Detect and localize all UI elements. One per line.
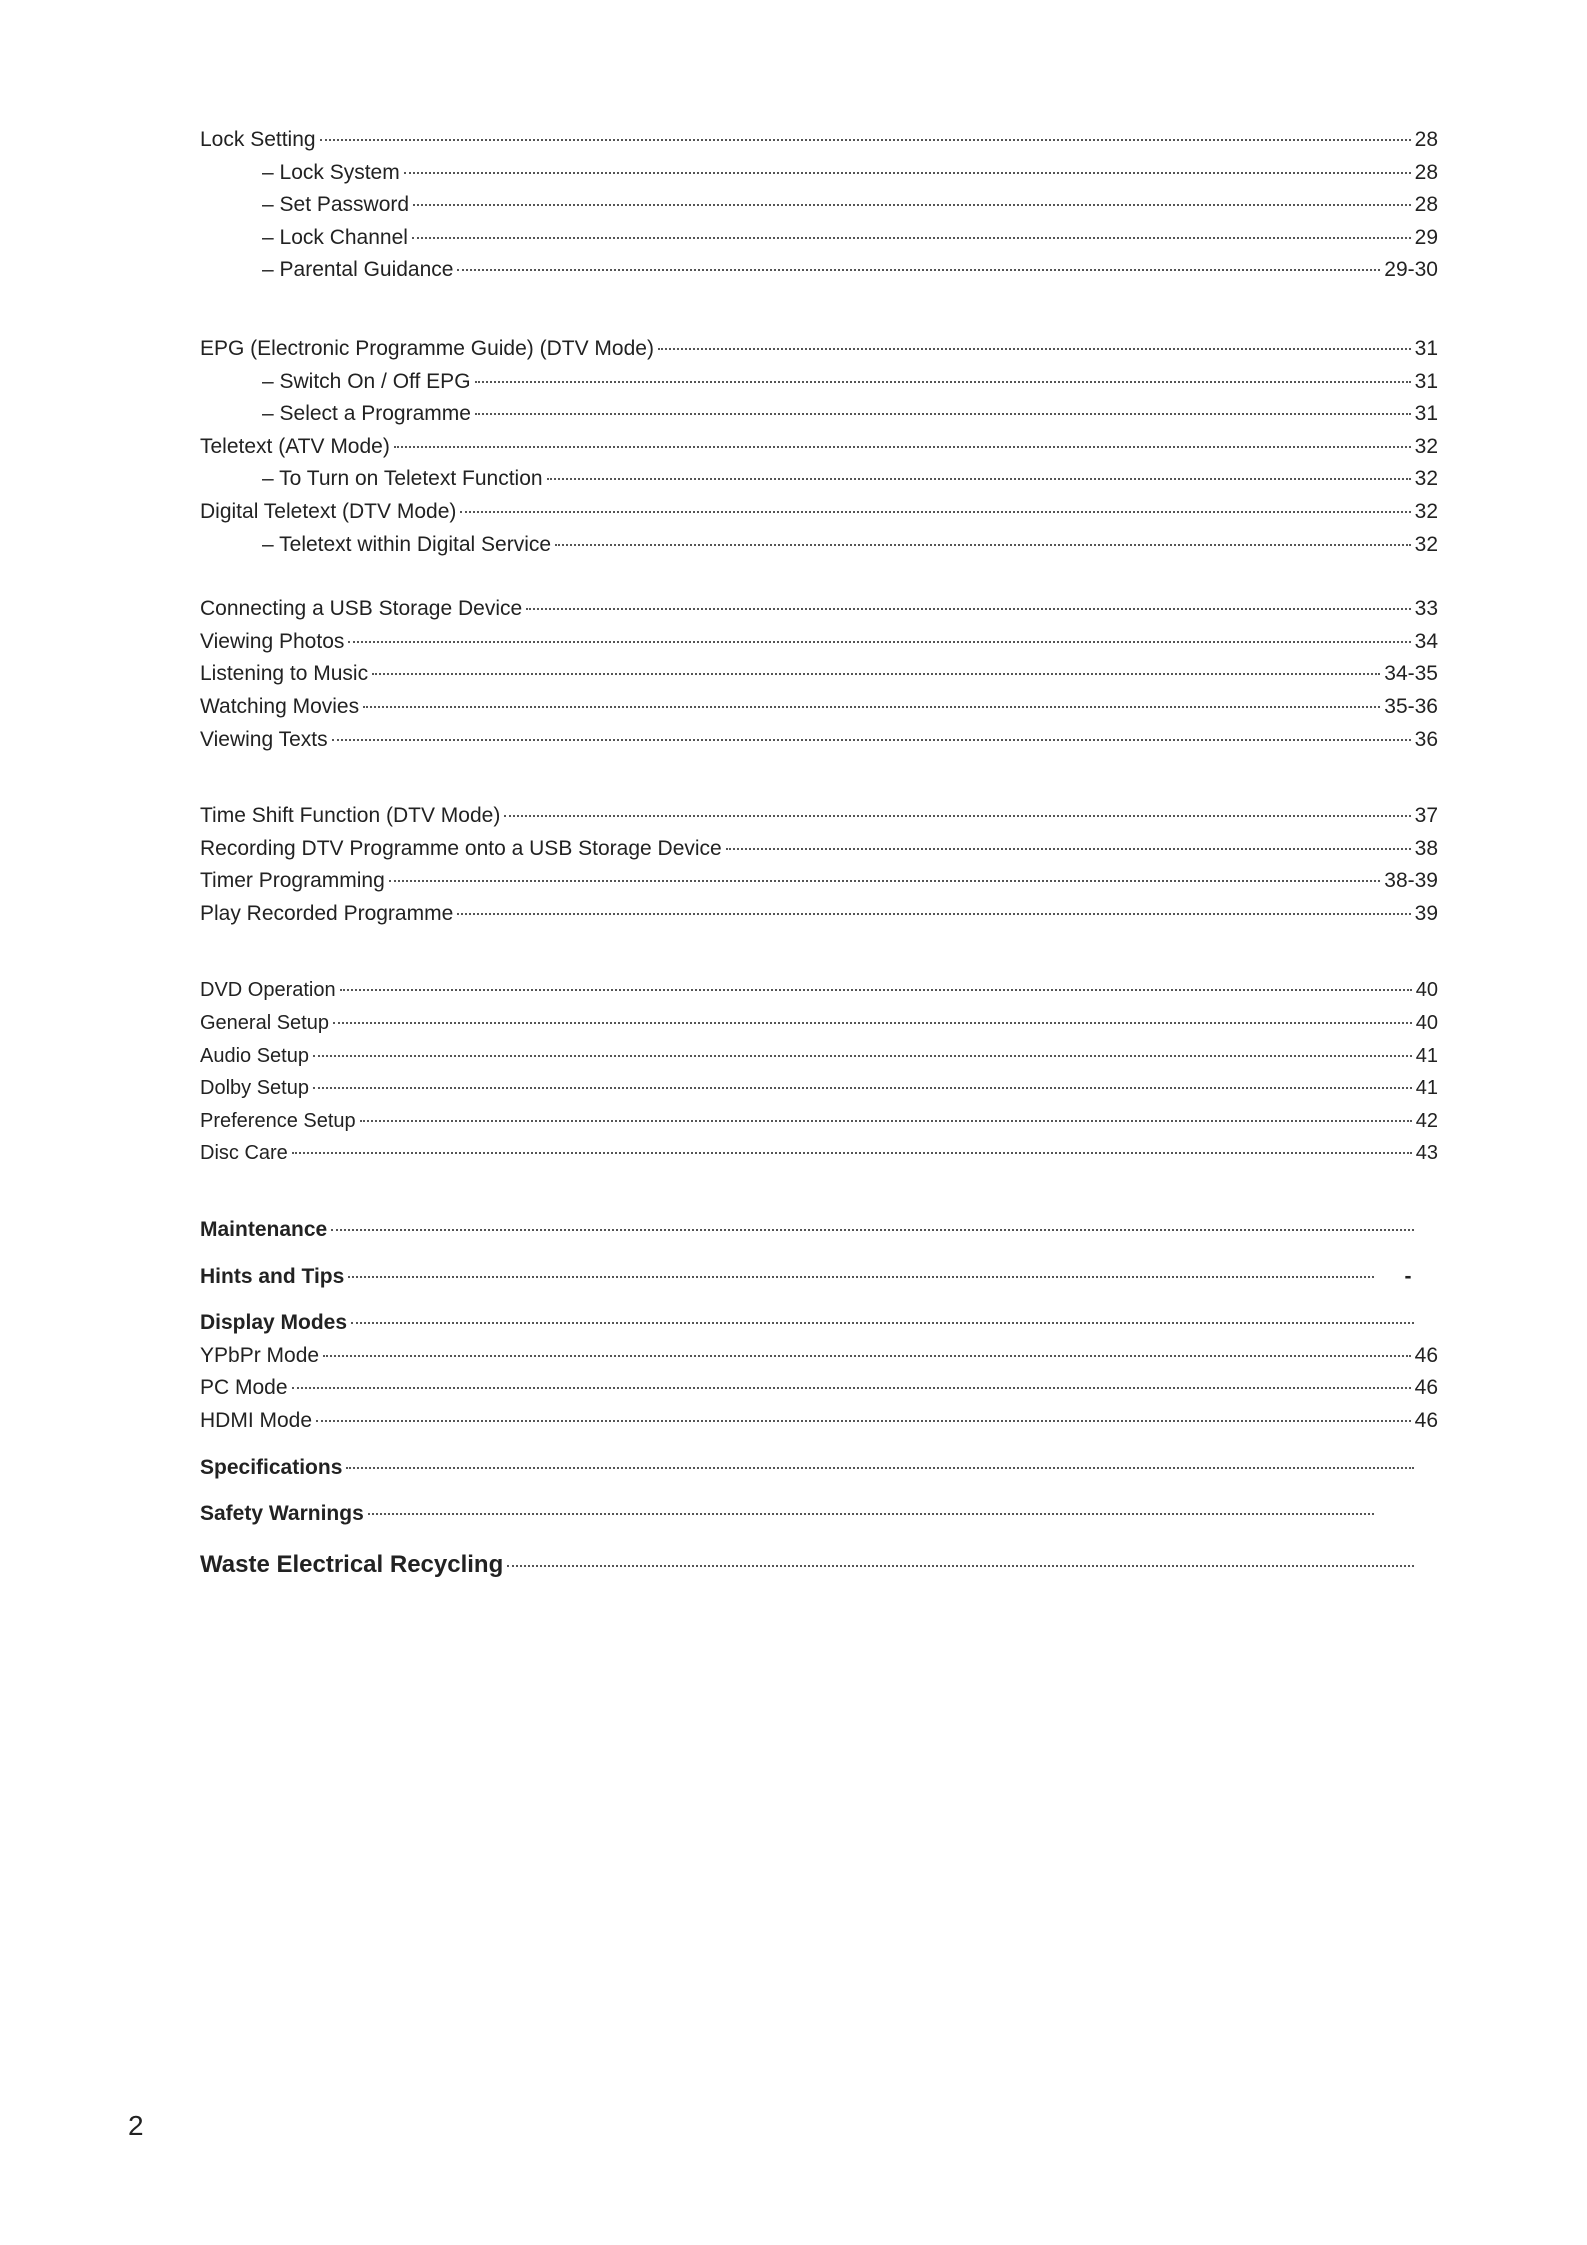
toc-leader xyxy=(404,172,1411,174)
toc-leader xyxy=(658,348,1411,350)
toc-leader xyxy=(526,608,1410,610)
toc-leader xyxy=(292,1387,1411,1389)
toc-row[interactable] xyxy=(200,724,1438,757)
toc-title: Play Recorded Programme xyxy=(200,901,454,925)
toc-row-hints[interactable] xyxy=(200,1261,1438,1294)
toc-page: 28 xyxy=(1414,193,1438,217)
toc-title: – Set Password xyxy=(262,193,410,217)
toc-page: 32 xyxy=(1414,434,1438,458)
toc-group-usb xyxy=(200,593,1438,756)
toc-page: 40 xyxy=(1415,979,1438,1002)
toc-row[interactable] xyxy=(200,463,1438,496)
toc-row[interactable] xyxy=(200,222,1438,255)
toc-page: 32 xyxy=(1414,532,1438,556)
spacer xyxy=(200,1438,1438,1452)
toc-row[interactable] xyxy=(200,658,1438,691)
toc-row[interactable] xyxy=(200,1040,1438,1073)
toc-leader xyxy=(331,1229,1414,1231)
toc-row[interactable] xyxy=(200,1105,1438,1138)
toc-row[interactable] xyxy=(200,1340,1438,1373)
toc-page: 33 xyxy=(1414,597,1438,621)
toc-title: Viewing Texts xyxy=(200,727,328,751)
toc-row[interactable] xyxy=(200,593,1438,626)
spacer xyxy=(200,561,1438,593)
toc-leader xyxy=(360,1120,1412,1122)
toc-page: 39 xyxy=(1414,901,1438,925)
toc-group-lock xyxy=(200,124,1438,287)
toc-title: – Lock Channel xyxy=(262,225,408,249)
toc-row[interactable] xyxy=(200,833,1438,866)
toc-page: 31 xyxy=(1414,369,1438,393)
toc-row[interactable] xyxy=(200,254,1438,287)
spacer xyxy=(200,1484,1438,1498)
toc-page: 28 xyxy=(1414,160,1438,184)
toc-title: HDMI Mode xyxy=(200,1409,313,1432)
toc-title: – Parental Guidance xyxy=(262,258,454,282)
toc-page: 34 xyxy=(1414,629,1438,653)
toc-row-safety[interactable] xyxy=(200,1498,1438,1531)
spacer xyxy=(200,756,1438,800)
toc-title: – Lock System xyxy=(262,160,400,184)
toc-page: 46 xyxy=(1414,1343,1438,1367)
toc-title: Teletext (ATV Mode) xyxy=(200,434,390,458)
toc-row[interactable] xyxy=(200,1007,1438,1040)
toc-page: 29 xyxy=(1414,225,1438,249)
toc-page: 36 xyxy=(1414,727,1438,751)
toc-row[interactable] xyxy=(200,974,1438,1007)
toc-page: 37 xyxy=(1414,804,1438,828)
toc-leader xyxy=(389,880,1381,882)
toc-title: Preference Setup xyxy=(200,1109,356,1132)
toc-page: 35-36 xyxy=(1384,694,1438,718)
toc-row[interactable] xyxy=(200,800,1438,833)
toc-page: - xyxy=(1404,1264,1412,1288)
toc-leader xyxy=(457,269,1380,271)
toc-leader xyxy=(316,1420,1411,1422)
toc-row[interactable] xyxy=(200,529,1438,562)
toc-leader xyxy=(348,1276,1374,1278)
toc-page: 43 xyxy=(1415,1142,1438,1165)
toc-row[interactable] xyxy=(200,431,1438,464)
toc-row[interactable] xyxy=(200,626,1438,659)
toc-leader xyxy=(726,848,1411,850)
toc-group-recording xyxy=(200,800,1438,930)
toc-title: Safety Warnings xyxy=(200,1502,364,1526)
toc-page: 46 xyxy=(1414,1376,1438,1400)
toc-title: Specifications xyxy=(200,1455,343,1479)
toc-title: General Setup xyxy=(200,1012,329,1035)
table-of-contents xyxy=(200,124,1438,1585)
toc-leader xyxy=(292,1152,1412,1154)
spacer xyxy=(200,930,1438,974)
toc-row[interactable] xyxy=(200,865,1438,898)
toc-title: Listening to Music xyxy=(200,662,369,686)
toc-title: – To Turn on Teletext Function xyxy=(262,467,543,491)
toc-page: 31 xyxy=(1414,402,1438,426)
toc-row[interactable] xyxy=(200,333,1438,366)
toc-leader xyxy=(332,739,1411,741)
toc-leader xyxy=(507,1565,1414,1567)
toc-leader xyxy=(346,1467,1414,1469)
toc-row[interactable] xyxy=(200,398,1438,431)
toc-title: Watching Movies xyxy=(200,694,360,718)
toc-row[interactable] xyxy=(200,124,1438,157)
toc-title: YPbPr Mode xyxy=(200,1343,320,1367)
toc-leader xyxy=(368,1513,1374,1515)
toc-title: Timer Programming xyxy=(200,869,385,893)
spacer xyxy=(200,1170,1438,1214)
toc-title: Digital Teletext (DTV Mode) xyxy=(200,499,457,523)
toc-page: 41 xyxy=(1415,1077,1438,1100)
toc-title: PC Mode xyxy=(200,1376,288,1400)
toc-page: 32 xyxy=(1414,467,1438,491)
toc-row[interactable] xyxy=(200,189,1438,222)
toc-group-dvd xyxy=(200,974,1438,1170)
toc-leader xyxy=(394,446,1411,448)
toc-page: 46 xyxy=(1414,1409,1438,1432)
toc-page: 28 xyxy=(1414,128,1438,151)
toc-leader xyxy=(340,989,1412,991)
toc-title: Lock Setting xyxy=(200,128,316,151)
toc-title: Disc Care xyxy=(200,1142,288,1165)
spacer xyxy=(200,1293,1438,1307)
toc-row-weee[interactable] xyxy=(200,1545,1438,1585)
toc-title: Recording DTV Programme onto a USB Storage Device xyxy=(200,836,722,860)
toc-group-epg xyxy=(200,333,1438,561)
toc-title: Time Shift Function (DTV Mode) xyxy=(200,804,501,828)
toc-leader xyxy=(547,478,1411,480)
toc-page: 38-39 xyxy=(1384,869,1438,893)
spacer xyxy=(200,1247,1438,1261)
toc-leader xyxy=(457,913,1410,915)
toc-title: Display Modes xyxy=(200,1311,348,1335)
toc-leader xyxy=(460,511,1410,513)
toc-group-appendix xyxy=(200,1214,1438,1585)
toc-row-specifications[interactable] xyxy=(200,1452,1438,1485)
toc-row-display[interactable] xyxy=(200,1307,1438,1340)
toc-title: DVD Operation xyxy=(200,979,336,1002)
toc-page: 41 xyxy=(1415,1044,1438,1067)
toc-page: 32 xyxy=(1414,499,1438,523)
toc-row[interactable] xyxy=(200,1372,1438,1405)
toc-leader xyxy=(475,381,1411,383)
toc-row[interactable] xyxy=(200,1072,1438,1105)
toc-leader xyxy=(323,1355,1411,1357)
toc-title: Connecting a USB Storage Device xyxy=(200,597,523,621)
toc-row[interactable] xyxy=(200,898,1438,931)
toc-row[interactable] xyxy=(200,1405,1438,1438)
toc-page: 31 xyxy=(1414,336,1438,360)
toc-page: 42 xyxy=(1415,1109,1438,1132)
page-number: 2 xyxy=(128,2110,144,2141)
toc-page: 34-35 xyxy=(1384,662,1438,686)
spacer xyxy=(200,287,1438,333)
toc-leader xyxy=(313,1055,1412,1057)
toc-leader xyxy=(372,673,1380,675)
toc-page: 38 xyxy=(1414,836,1438,860)
toc-leader xyxy=(320,139,1411,141)
toc-leader xyxy=(363,706,1380,708)
toc-title: Dolby Setup xyxy=(200,1077,309,1100)
toc-title: – Switch On / Off EPG xyxy=(262,369,471,393)
toc-row[interactable] xyxy=(200,691,1438,724)
toc-leader xyxy=(351,1322,1414,1324)
toc-leader xyxy=(412,237,1411,239)
toc-title: Viewing Photos xyxy=(200,629,345,653)
toc-title: EPG (Electronic Programme Guide) (DTV Mode) xyxy=(200,336,654,360)
toc-leader xyxy=(555,544,1411,546)
toc-leader xyxy=(475,413,1411,415)
toc-row[interactable] xyxy=(200,157,1438,190)
toc-row-maintenance[interactable] xyxy=(200,1214,1438,1247)
toc-title: – Teletext within Digital Service xyxy=(262,532,552,556)
toc-leader xyxy=(348,641,1410,643)
toc-page: 40 xyxy=(1415,1012,1438,1035)
toc-title: Hints and Tips xyxy=(200,1264,345,1288)
toc-row[interactable] xyxy=(200,1137,1438,1170)
toc-row[interactable] xyxy=(200,496,1438,529)
toc-page: 29-30 xyxy=(1384,258,1438,282)
toc-leader xyxy=(413,204,1411,206)
toc-title: – Select a Programme xyxy=(262,402,471,426)
spacer xyxy=(200,1531,1438,1545)
toc-title: Waste Electrical Recycling xyxy=(200,1550,504,1578)
toc-leader xyxy=(504,815,1410,817)
toc-title: Audio Setup xyxy=(200,1044,309,1067)
toc-leader xyxy=(313,1087,1412,1089)
toc-title: Maintenance xyxy=(200,1218,328,1242)
toc-row[interactable] xyxy=(200,366,1438,399)
toc-leader xyxy=(333,1022,1412,1024)
